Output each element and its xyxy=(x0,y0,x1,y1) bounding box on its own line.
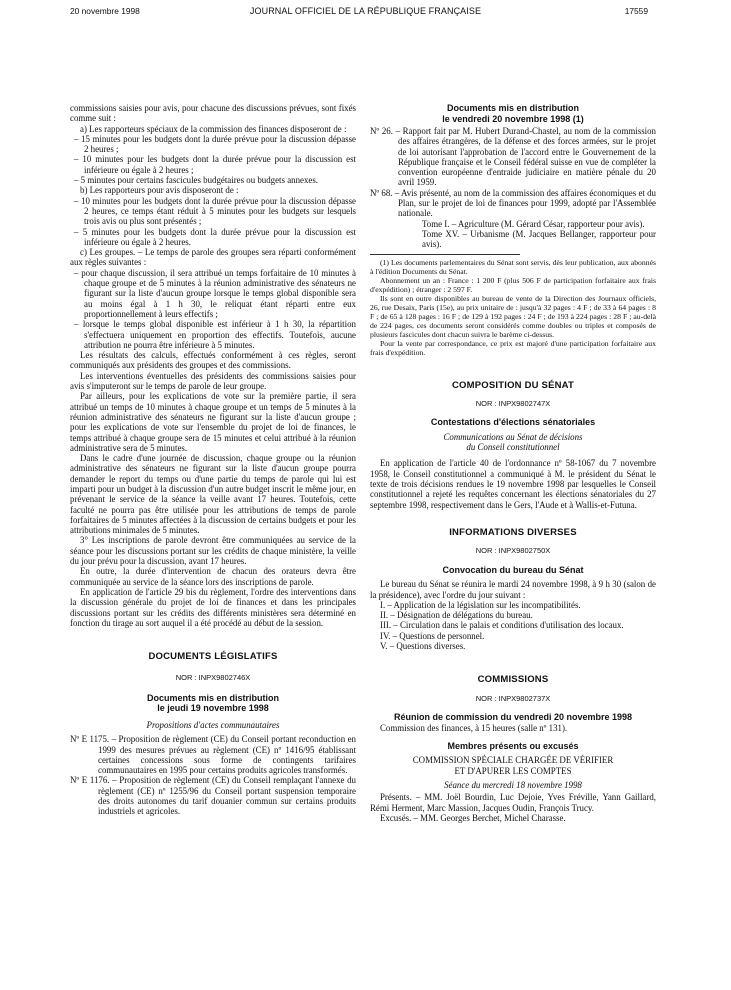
page-header xyxy=(0,0,731,20)
nor-reference: NOR : INPX9802747X xyxy=(475,399,551,409)
propositions-heading: Propositions d'actes communautaires xyxy=(146,719,280,730)
body-paragraph: En application de l'article 29 bis du règlement, l'ordre des interventions dans la discussion générale du projet de loi de finances et dans les principales discussions portant sur les crédits des différents ministères sera déterminé en fonction du tirage au sort auquel il a été procédé au début de la session. xyxy=(70,586,356,628)
section-title-documents-legislatifs: DOCUMENTS LÉGISLATIFS xyxy=(148,651,278,663)
commission-finances-line: Commission des finances, à 15 heures (salle nº 131). xyxy=(380,722,568,733)
rapporteurs-speciaux-heading: a) Les rapporteurs spéciaux de la commission des finances disposeront de : xyxy=(80,123,347,134)
agenda-item: IV. – Questions de personnel. xyxy=(380,630,485,641)
tome-item: Tome I. – Agriculture (M. Gérard César, rapporteur pour avis). xyxy=(422,218,645,229)
footnote: Ils sont en outre disponibles au bureau de vente de la Direction des Journaux officiels, 26, rue Desaix, Paris (15e), au prix unitaire de : jusqu'à 32 pages : 4 F ; de 33 à 64 pages : 8 F ; de 65 à 128 pages : 16 F ; de 129 à 192 pages : 24 F ; de 193 à 224 pages : 28 F ; au-delà de 224 pages, ces documents seront considérés comme doubles ou triples et composés de plusieurs fascicules dont chacun suivra le barème ci-dessus. xyxy=(370,293,656,339)
header-journal-title: JOURNAL OFFICIEL DE LA RÉPUBLIQUE FRANÇAISE xyxy=(249,6,482,16)
section-title-informations: INFORMATIONS DIVERSES xyxy=(449,526,577,538)
rapporteurs-avis-heading: b) Les rapporteurs pour avis disposeront de : xyxy=(80,185,239,196)
list-item: – 15 minutes pour les budgets dont la durée prévue pour la discussion dépasse 2 heures ; xyxy=(74,133,356,155)
footnote: Abonnement un an : France : 1 200 F (plus 506 F de participation forfaitaire aux frais d'expédition) ; étranger : 2 597 F. xyxy=(370,275,656,294)
list-item: – 10 minutes pour les budgets dont la durée prévue pour la discussion dépasse 2 heures, ce temps étant réduit à 5 minutes pour les budgets sur lesquels trois avis ou plus sont présentés ; xyxy=(74,195,356,227)
nor-reference: NOR : INPX9802746X xyxy=(175,672,251,682)
body-paragraph: Dans le cadre d'une journée de discussion, chaque groupe ou la réunion administrative des sénateurs ne figurant sur la liste d'aucun groupe pourra demander le report du temps ou d'une partie du temps de parole qui lui est imparti pour un budget à la discussion d'un autre budget inscrit le même jour, en prévenant le service de la séance la veille avant 17 heures. Toutefois, cette faculté ne pourra pas être utilisée pour les attributions de temps de parole forfaitaires de 5 minutes affectées à la discussion de certains budgets et pour les attributions minimales de 5 minutes. xyxy=(70,453,356,536)
right-column xyxy=(370,103,656,823)
documents-subtitle-line2: le jeudi 19 novembre 1998 xyxy=(157,703,269,714)
footnote-divider xyxy=(370,254,520,255)
reunion-heading: Réunion de commission du vendredi 20 novembre 1998 xyxy=(393,712,633,723)
body-paragraph: 3° Les inscriptions de parole devront être communiquées au service de la séance pour les discussions portant sur les crédits de chaque ministère, la veille du jour prévu pour la discussion, avant 17 heures. xyxy=(70,535,356,567)
agenda-item: I. – Application de la législation sur les incompatibilités. xyxy=(380,599,581,610)
list-item: – 5 minutes pour les budgets dont la durée prévue pour la discussion est inférieure ou égale à 2 heures. xyxy=(74,226,356,247)
section-title-commissions: COMMISSIONS xyxy=(477,674,549,686)
document-item: Nº 26. – Rapport fait par M. Hubert Durand-Chastel, au nom de la commission des affaires étrangères, de la défense et des forces armées, sur le projet de loi autorisant l'approbation de l'accord entre le Gouvernement de la République française et le Conseil fédéral suisse en vue de compléter la convention européenne d'entraide judiciaire en matière pénale du 20 avril 1959. xyxy=(370,126,656,188)
body-paragraph: Par ailleurs, pour les explications de vote sur la première partie, il sera attribué un temps de 10 minutes à chaque groupe et un temps de 5 minutes à la réunion administrative des sénateurs ne figurant sur la liste d'aucun groupe ; pour les explications de vote sur l'ensemble du projet de loi de finances, le temps attribué à chaque groupe sera de 15 minutes et celui attribué à la réunion administrative sera de 5 minutes. xyxy=(70,391,356,453)
distribution-title-line1: Documents mis en distribution xyxy=(446,103,579,113)
groupes-heading: c) Les groupes. – Le temps de parole des groupes sera réparti conformément aux règles suivantes : xyxy=(70,247,356,268)
agenda-item: V. – Questions diverses. xyxy=(380,641,466,652)
list-item: – 5 minutes pour certains fascicules budgétaires ou budgets annexes. xyxy=(74,175,318,186)
excuses-list: Excusés. – MM. Georges Berchet, Michel Charasse. xyxy=(380,812,566,823)
distribution-title-line2: le vendredi 20 novembre 1998 (1) xyxy=(442,113,584,124)
header-date: 20 novembre 1998 xyxy=(70,6,140,16)
body-paragraph: En outre, la durée d'intervention de chacun des orateurs devra être communiquée au service de la séance lors des inscriptions de parole. xyxy=(70,566,356,587)
nor-reference: NOR : INPX9802737X xyxy=(475,693,551,703)
commission-speciale-line2: ET D'APURER LES COMPTES xyxy=(454,765,572,776)
contestations-heading: Contestations d'élections sénatoriales xyxy=(430,417,596,428)
footnote: Pour la vente par correspondance, ce prix est majoré d'une participation forfaitaire aux frais d'expédition. xyxy=(370,338,656,357)
communications-subheading-line2: du Conseil constitutionnel xyxy=(466,442,560,453)
agenda-item: III. – Circulation dans le palais et conditions d'utilisation des locaux. xyxy=(380,620,624,631)
document-item: Nº 68. – Avis présenté, au nom de la commission des affaires économiques et du Plan, sur le projet de loi de finances pour 1999, adopté par l'Assemblée nationale. xyxy=(370,187,656,219)
commission-speciale-line1: COMMISSION SPÉCIALE CHARGÉE DE VÉRIFIER xyxy=(412,755,614,766)
footnote: (1) Les documents parlementaires du Sénat sont servis, dès leur publication, aux abonnés à l'édition Documents du Sénat. xyxy=(370,257,656,276)
tome-item: Tome XV. – Urbanisme (M. Jacques Bellanger, rapporteur pour avis). xyxy=(422,228,656,250)
list-item: – 10 minutes pour les budgets dont la durée prévue pour la discussion est inférieure ou égale à 2 heures ; xyxy=(74,154,356,175)
body-paragraph: Le bureau du Sénat se réunira le mardi 24 novembre 1998, à 9 h 30 (salon de la présidence), avec l'ordre du jour suivant : xyxy=(370,579,656,600)
body-paragraph: Les interventions éventuelles des présidents des commissions saisies pour avis s'imputeront sur le temps de parole de leur groupe. xyxy=(70,370,356,392)
left-column xyxy=(70,103,356,817)
intro-paragraph: commissions saisies pour avis, pour chacune des discussions prévues, sont fixés comme suit : xyxy=(70,103,356,124)
nor-reference: NOR : INPX9802750X xyxy=(475,546,551,556)
header-page-number: 17559 xyxy=(624,6,648,16)
agenda-item: II. – Désignation de délégations du bureau. xyxy=(380,610,533,621)
body-paragraph: Les résultats des calculs, effectués conformément à ces règles, seront communiqués aux présidents des groupes et des commissions. xyxy=(70,350,356,371)
section-title-composition: COMPOSITION DU SÉNAT xyxy=(451,379,575,391)
convocation-heading: Convocation du bureau du Sénat xyxy=(442,564,584,575)
body-paragraph: En application de l'article 40 de l'ordonnance nº 58-1067 du 7 novembre 1958, le Conseil constitutionnel a communiqué à M. le président du Sénat le texte de trois décisions rendues le 19 novembre 1998 par lesquelles le Conseil constitutionnel a rejeté les requêtes concernant les élections sénatoriales du 27 septembre 1998, respectivement dans le Gers, l'Aude et à Wallis-et-Futuna. xyxy=(370,458,656,510)
membres-heading: Membres présents ou excusés xyxy=(447,740,579,751)
communications-subheading-line1: Communications au Sénat de décisions xyxy=(443,431,583,442)
list-item: – pour chaque discussion, il sera attribué un temps forfaitaire de 10 minutes à chaque groupe et de 5 minutes à la réunion administrative des sénateurs ne figurant sur la liste d'aucun groupe lorsque le temps global disponible sera au moins égal à 1 h 30, le reliquat étant réparti entre eux proportionnellement à leurs effectifs ; xyxy=(74,267,356,319)
list-item: – lorsque le temps global disponible est inférieur à 1 h 30, la répartition s'effectuera uniquement en proportion des effectifs. Toutefois, aucune attribution ne pourra être inférieure à 5 minutes. xyxy=(74,319,356,350)
documents-subtitle-line1: Documents mis en distribution xyxy=(146,692,279,703)
presents-list: Présents. – MM. Joël Bourdin, Luc Dejoie, Yves Fréville, Yann Gaillard, Rémi Herment, Marc Massion, Jacques Oudin, François Trucy. xyxy=(370,792,656,813)
document-item: Nº E 1176. – Proposition de règlement (CE) du Conseil remplaçant l'annexe du règlement (CE) nº 1255/96 du Conseil portant suspension temporaire des droits autonomes du tarif douanier commun sur certains produits industriels et agricoles. xyxy=(70,775,356,817)
document-item: Nº E 1175. – Proposition de règlement (CE) du Conseil portant reconduction en 1999 des mesures prévues au règlement (CE) nº 1416/95 établissant certaines concessions sous forme de contingents tarifaires communautaires en 1995 pour certains produits agricoles transformés. xyxy=(70,734,356,776)
seance-date: Séance du mercredi 18 novembre 1998 xyxy=(444,780,582,790)
